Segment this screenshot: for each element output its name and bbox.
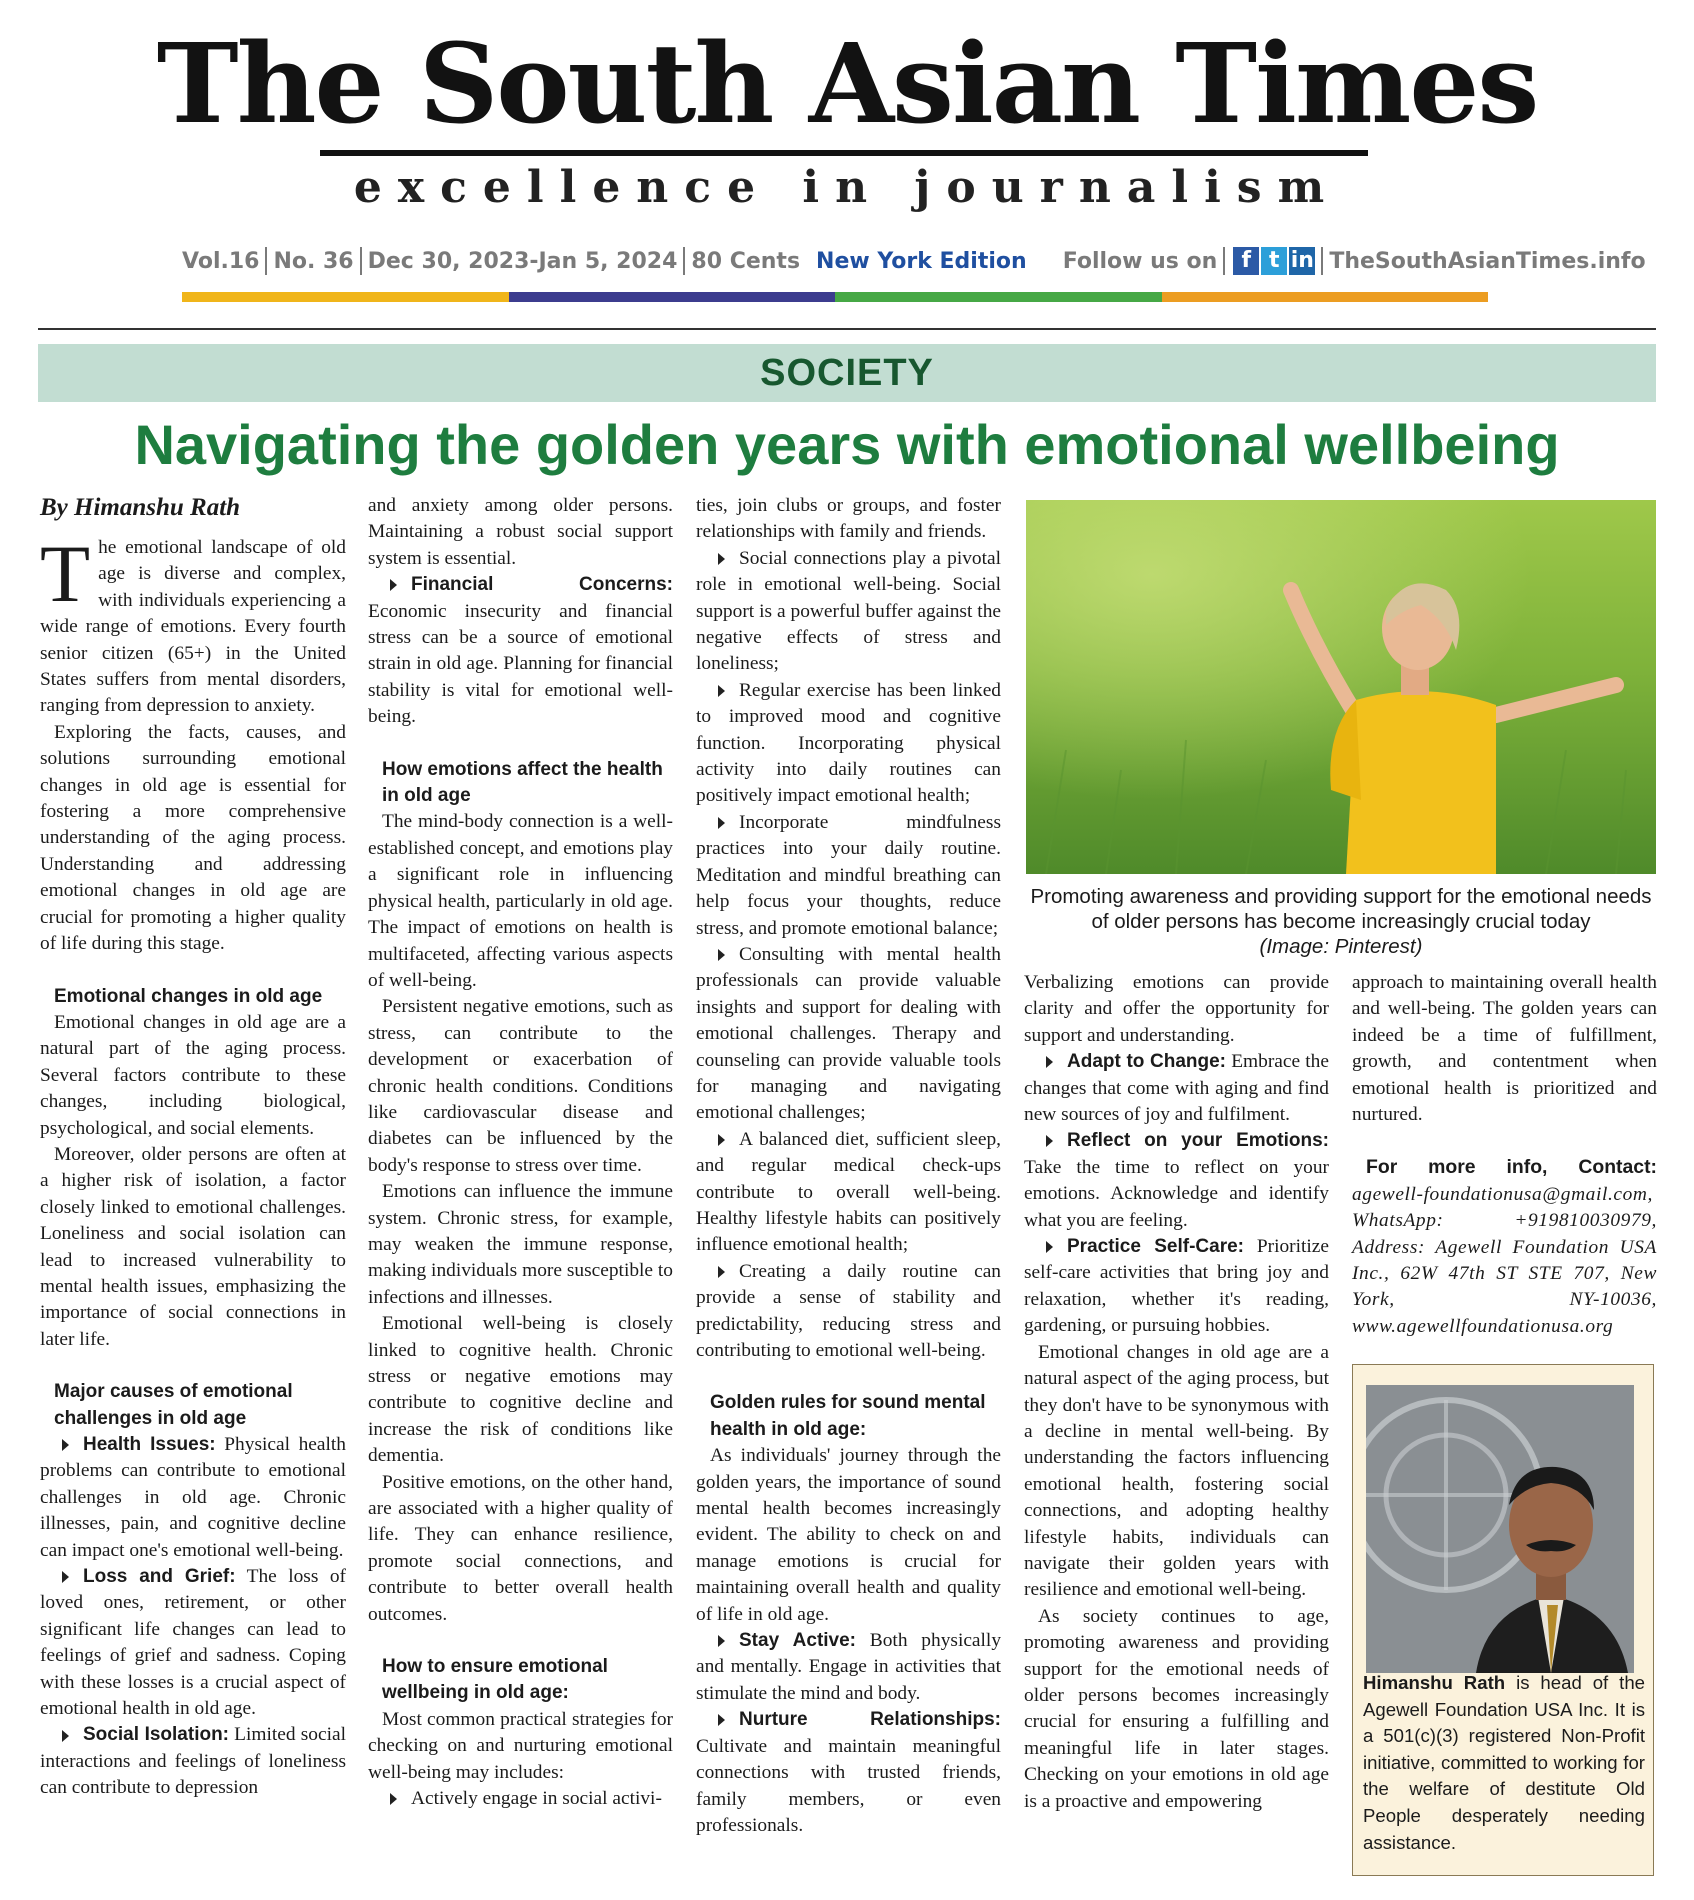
paragraph: and anxiety among older persons. Maintaining a robust social support system is essential. <box>368 495 673 569</box>
issue-date: Dec 30, 2023-Jan 5, 2024 <box>367 248 678 274</box>
masthead-tagline: excellence in journalism <box>353 162 1341 213</box>
article-column-5 <box>1352 970 1657 1340</box>
bullet-arrow-icon <box>62 1439 69 1451</box>
paragraph: As society continues to age, promoting awareness and providing support for the emotional needs of older persons becomes increasingly crucial for ensuring a fulfilling and meaningful life in later stages. Checking on your emotions in old age is a proactive and empowering <box>1024 1605 1329 1812</box>
paragraph: ties, join clubs or groups, and foster relationships with family and friends. <box>696 495 1001 543</box>
bullet-item <box>696 678 1001 810</box>
bullet-text: Limited social interactions and feelings of loneliness can contribute to depression <box>40 1724 346 1799</box>
bullet-text: Embrace the changes that come with aging and find new sources of joy and fulfilment. <box>1024 1051 1329 1126</box>
paragraph: Persistent negative emotions, such as stress, can contribute to the development or exacerbation of chronic health conditions. Conditions like cardiovascular disease and diabetes can be influenced by the body's response to stress over time. <box>368 996 673 1176</box>
bullet-arrow-icon <box>62 1571 69 1583</box>
paragraph: Emotions can influence the immune system. Chronic stress, for example, may weaken the immune response, making individuals more susceptible to infections and illnesses. <box>368 1181 673 1308</box>
follow-label: Follow us on <box>1062 248 1218 274</box>
contact-details: agewell-foundationusa@gmail.com, WhatsApp: +919810030979, Address: Agewell Foundation USA Inc., 62W 47th ST STE 707, New York, NY-10036, www.agewellfoundationusa.org <box>1352 1183 1657 1337</box>
paragraph: Positive emotions, on the other hand, are associated with a higher quality of life. They can enhance resilience, promote social connections, and contribute to better overall health outcomes. <box>368 1471 673 1625</box>
byline: By Himanshu Rath <box>40 494 241 521</box>
paragraph: As individuals' journey through the golden years, the importance of sound mental health becomes increasingly evident. The ability to check on and manage emotions is crucial for maintaining overall health and quality of life in old age. <box>696 1445 1001 1625</box>
bullet-item <box>696 1259 1001 1365</box>
masthead-title: The South Asian Times <box>156 19 1538 148</box>
bullet-item <box>368 1786 673 1812</box>
facebook-icon[interactable]: f <box>1233 247 1259 275</box>
bullet-arrow-icon <box>1046 1135 1053 1147</box>
paragraph: Most common practical strategies for checking on and nurturing emotional well-being may includes: <box>368 1708 673 1783</box>
subheading: Major causes of emotional challenges in old age <box>54 1381 293 1429</box>
website-link[interactable]: TheSouthAsianTimes.info <box>1329 248 1646 274</box>
bullet-arrow-icon <box>390 579 397 591</box>
paragraph: approach to maintaining overall health and well-being. The golden years can indeed be a time of fulfillment, growth, and contentment when emotional health is prioritized and nurtured. <box>1352 972 1657 1126</box>
page-rule <box>38 328 1656 330</box>
paragraph: Moreover, older persons are often at a higher risk of isolation, a factor closely linked to emotional challenges. Loneliness and social isolation can lead to increased vulnerability to mental health issues, emphasizing the importance of social connections in later life. <box>40 1143 346 1350</box>
bullet-item <box>40 1564 346 1722</box>
bullet-arrow-icon <box>718 685 725 697</box>
bullet-term: Nurture Relationships: <box>739 1709 1001 1731</box>
paragraph <box>40 528 346 720</box>
color-bar-segment <box>509 292 836 302</box>
color-bar <box>182 292 1488 302</box>
woman-in-field-image <box>1026 500 1656 874</box>
bullet-text: Physical health problems can contribute to emotional challenges in old age. Chronic illnesses, pain, and cognitive decline can impact one's emotional well-being. <box>40 1434 346 1561</box>
bullet-text: Incorporate mindfulness practices into your daily routine. Meditation and mindful breathing can help focus your thoughts, reduce stress, and promote emotional balance; <box>696 811 1001 939</box>
bullet-arrow-icon <box>62 1730 69 1742</box>
bullet-text: Social connections play a pivotal role in emotional well-being. Social support is a powerful buffer against the negative effects of stress and loneliness; <box>696 547 1001 675</box>
issue-number: No. 36 <box>273 248 354 274</box>
bullet-text: Prioritize self-care activities that bring joy and relaxation, whether it's reading, gardening, or pursuing hobbies. <box>1024 1236 1329 1337</box>
author-bio <box>1363 1670 1645 1856</box>
bullet-text: Creating a daily routine can provide a sense of stability and predictability, reducing stress and contributing to emotional well-being. <box>696 1260 1001 1361</box>
contact-label: For more info, Contact: <box>1366 1156 1657 1179</box>
separator <box>1321 247 1323 275</box>
contact-info <box>1352 1154 1657 1340</box>
bullet-arrow-icon <box>718 1714 725 1726</box>
article-column-1 <box>40 493 346 1802</box>
author-photo <box>1366 1385 1634 1673</box>
bullet-term: Reflect on your Emotions: <box>1067 1130 1329 1152</box>
twitter-icon[interactable]: t <box>1261 247 1287 275</box>
bullet-item <box>696 1127 1001 1259</box>
bullet-arrow-icon <box>718 1134 725 1146</box>
bullet-text: The loss of loved ones, retirement, or other significant life changes can lead to feelings of grief and sadness. Coping with these losses is a crucial aspect of emotional health in old age. <box>40 1566 346 1720</box>
bullet-term: Health Issues: <box>83 1434 216 1455</box>
bullet-arrow-icon <box>718 1635 725 1647</box>
paragraph: Verbalizing emotions can provide clarity and offer the opportunity for support and understanding. <box>1024 972 1329 1046</box>
photo-caption <box>1026 884 1656 959</box>
bullet-arrow-icon <box>1046 1241 1053 1253</box>
bullet-text: Both physically and mentally. Engage in activities that stimulate the mind and body. <box>696 1630 1002 1704</box>
linkedin-icon[interactable]: in <box>1290 248 1314 273</box>
author-portrait-image <box>1366 1385 1634 1673</box>
subheading: Emotional changes in old age <box>54 985 323 1007</box>
bullet-text: Consulting with mental health professionals can provide valuable insights and support for dealing with emotional challenges. Therapy and counseling can provide valuable tools for managing and navigating emotional challenges; <box>696 943 1001 1124</box>
subheading: How emotions affect the health in old age <box>382 758 663 807</box>
bullet-term: Social Isolation: <box>83 1724 230 1746</box>
color-bar-segment <box>182 292 509 302</box>
article-column-3 <box>696 493 1001 1839</box>
bullet-text: A balanced diet, sufficient sleep, and regular medical check-ups contribute to overall well-being. Healthy lifestyle habits can positively influence emotional health; <box>696 1128 1001 1256</box>
edition: New York Edition <box>816 248 1027 274</box>
bullet-item <box>1024 1128 1329 1234</box>
section-label: SOCIETY <box>760 352 934 394</box>
bullet-item <box>696 1628 1001 1707</box>
bullet-term: Adapt to Change: <box>1067 1051 1227 1073</box>
bullet-item <box>1024 1049 1329 1128</box>
paragraph: Emotional well-being is closely linked to cognitive health. Chronic stress or negative emotions may contribute to cognitive decline and increase the risk of conditions like dementia. <box>368 1313 673 1467</box>
section-band <box>38 344 1656 402</box>
color-bar-segment <box>1162 292 1489 302</box>
bullet-item <box>40 1722 346 1801</box>
separator <box>1223 247 1225 275</box>
author-bio-text: is head of the Agewell Foundation USA Inc. It is a 501(c)(3) registered Non-Profit initiative, committed to working for the welfare of destitute Old People desperately needing assistance. <box>1363 1672 1646 1853</box>
paragraph: The mind-body connection is a well-established concept, and emotions play a significant role in influencing physical health, particularly in old age. The impact of emotions on health is multifaceted, affecting various aspects of well-being. <box>368 811 673 991</box>
drop-cap: T <box>40 528 91 619</box>
bullet-term: Loss and Grief: <box>83 1566 236 1588</box>
bullet-text: Regular exercise has been linked to improved mood and cognitive function. Incorporating physical activity into daily routines can positively impact emotional health; <box>696 679 1001 807</box>
bullet-term: Stay Active: <box>739 1630 857 1652</box>
bullet-arrow-icon <box>390 1793 397 1805</box>
subheading: How to ensure emotional wellbeing in old age: <box>382 1656 608 1704</box>
bullet-item <box>40 1432 346 1564</box>
bullet-arrow-icon <box>718 1266 725 1278</box>
bullet-arrow-icon <box>718 949 725 961</box>
bullet-arrow-icon <box>1046 1056 1053 1068</box>
masthead-rule <box>320 150 1368 156</box>
paragraph: Emotional changes in old age are a natural part of the aging process. Several factors contribute to these changes, including biological, psychological, and social elements. <box>40 1011 346 1139</box>
headline: Navigating the golden years with emotional wellbeing <box>134 413 1560 476</box>
article-column-4 <box>1024 970 1329 1815</box>
article-photo <box>1026 500 1656 874</box>
author-bio-box <box>1352 1364 1654 1876</box>
bullet-item <box>696 810 1001 942</box>
bullet-text: Economic insecurity and financial stress can be a source of emotional strain in old age. Planning for financial stability is vital for emotional well-being. <box>368 600 673 728</box>
paragraph-text: he emotional landscape of old age is diverse and complex, with individuals experiencing a wide range of emotions. Every fourth senior citizen (65+) in the United States suffers from mental disorders, ranging from depression to anxiety. <box>40 537 346 717</box>
paragraph: Emotional changes in old age are a natural aspect of the aging process, but they don't have to be synonymous with a decline in mental well-being. By understanding the factors influencing emotional health, fostering social connections, and adopting healthy lifestyle habits, individuals can navigate their golden years with resilience and emotional well-being. <box>1024 1341 1329 1601</box>
bullet-text: Actively engage in social activi- <box>411 1788 662 1810</box>
paragraph: Exploring the facts, causes, and solutions surrounding emotional changes in old age is essential for fostering a more comprehensive understanding of the aging process. Understanding and addressing emotional changes in old age are crucial for promoting a higher quality of life during this stage. <box>40 721 346 955</box>
author-name: Himanshu Rath <box>1363 1672 1506 1693</box>
article-column-2 <box>368 493 673 1813</box>
bullet-arrow-icon <box>718 553 725 565</box>
bullet-item <box>368 572 673 730</box>
bullet-text: Take the time to reflect on your emotions. Acknowledge and identify what you are feeling. <box>1024 1156 1329 1231</box>
bullet-term: Practice Self-Care: <box>1067 1236 1244 1258</box>
bullet-arrow-icon <box>718 817 725 829</box>
bullet-item <box>696 546 1001 678</box>
bullet-text: Cultivate and maintain meaningful connections with trusted friends, family members, or even professionals. <box>696 1735 1001 1836</box>
image-credit: (Image: Pinterest) <box>1259 935 1423 958</box>
separator <box>683 247 685 275</box>
separator <box>360 247 362 275</box>
bullet-item <box>1024 1234 1329 1340</box>
price: 80 Cents <box>691 248 801 274</box>
bullet-term: Financial Concerns: <box>411 574 673 596</box>
subheading: Golden rules for sound mental health in old age: <box>710 1392 986 1440</box>
bullet-item <box>696 942 1001 1127</box>
bullet-item <box>696 1707 1001 1839</box>
color-bar-segment <box>835 292 1162 302</box>
caption-text: Promoting awareness and providing support for the emotional needs of older persons has become increasingly crucial today <box>1030 885 1652 933</box>
separator <box>265 247 267 275</box>
volume: Vol.16 <box>182 248 260 274</box>
issue-info-line <box>182 244 1646 278</box>
